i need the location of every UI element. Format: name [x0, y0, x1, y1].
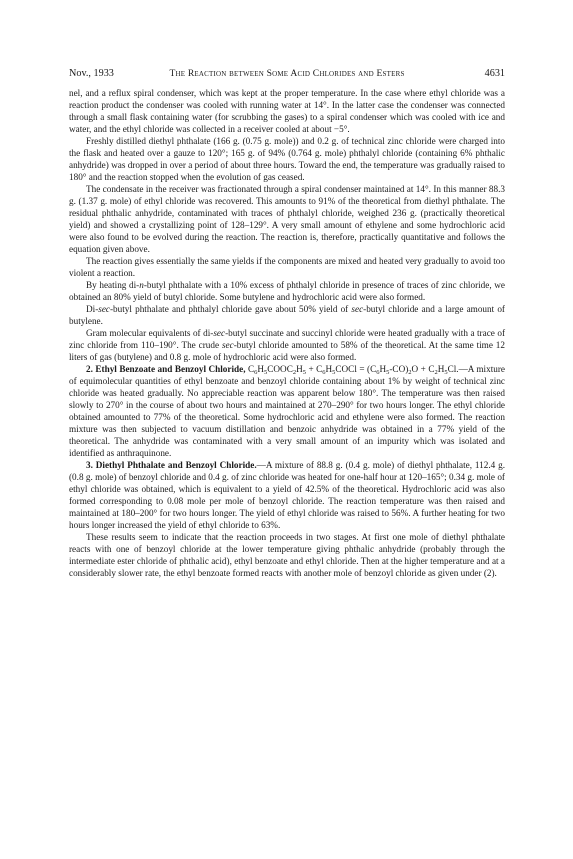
text-run: -butyl phthalate with a 10% excess of phthalyl chloride in presence of traces of zinc chloride, we obtained an 80% yield of butyl chloride. Some butylene and hydrochloric acid were also formed. [69, 280, 505, 302]
header-date: Nov., 1933 [69, 68, 114, 79]
text-run: Di- [86, 304, 99, 314]
paragraph-diethyl-phthalate-procedure: Freshly distilled diethyl phthalate (166 g. (0.75 g. mole)) and 0.2 g. of technical zinc chloride were charged into the flask and heated over a gauze to 120°; 165 g. of 94% (0.764 g. mole) phthalyl chloride (containing 6% phthalic anhydride) was dropped in over a period of about three hours. Toward the end, the temperature was gradually raised to 180° and the reaction stopped when the evolution of gas ceased. [69, 136, 505, 182]
running-header [69, 67, 505, 81]
paragraph-mixing-note: The reaction gives essentially the same yields if the components are mixed and heated very gradually to avoid too violent a reaction. [69, 256, 505, 278]
paragraph-conclusion: These results seem to indicate that the reaction proceeds in two stages. At first one mole of diethyl phthalate reacts with one of benzoyl chloride at the lower temperature giving phthalic anhydride (probably through the intermediate ester chloride of phthalic acid), ethyl benzoate and ethyl chloride. Then at the higher temperature and at a considerably slower rate, the ethyl benzoate formed reacts with another mole of benzoyl chloride as given under (2). [69, 532, 505, 578]
paragraph-di-sec-butyl-succinate [69, 327, 505, 363]
section-text: —A mixture of equimolecular quantities of ethyl benzoate and benzoyl chloride containing about 1% by weight of technical zinc chloride was heated gradually. No appreciable reaction was apparent below 180°. The temperature was then raised slowly to 270° in the course of about two hours and maintained at 270–290° for two hours longer. The ethyl chloride obtained amounted to 77% of the theoretical. Some hydrochloric acid and ethylene were also formed. The reaction mixture was then subjected to vacuum distillation and benzoic anhydride was obtained in a 77% yield of the theoretical. The anhydride was contaminated with a very small amount of an impurity which was isolated and identified as anthraquinone. [69, 364, 505, 458]
section-ethyl-benzoate [69, 363, 505, 459]
paragraph-apparatus: nel, and a reflux spiral condenser, which was kept at the proper temperature. In the case where ethyl chloride was a reaction product the condenser was cooled with running water at 14°. In the latter case the condenser was connected through a small flask containing water (for scrubbing the gases) to a spiral condenser which was cooled with ice and water, and the ethyl chloride was collected in a receiver cooled at about −5°. [69, 88, 505, 134]
section-heading: 2. Ethyl Benzoate and Benzoyl Chloride, [86, 364, 246, 374]
text-run: By heating di- [86, 280, 140, 290]
italic-prefix: sec [98, 304, 110, 314]
italic-prefix: sec [213, 328, 226, 338]
header-running-title: The Reaction between Some Acid Chlorides and Esters [169, 68, 405, 79]
paragraph-di-sec-butyl-phthalate [69, 303, 505, 327]
italic-prefix: sec [351, 304, 364, 314]
text-run: -butyl succinate and succinyl chloride were heated gradually with a trace of zinc chloride from 110–190°. The crude [69, 328, 505, 350]
text-run: -butyl phthalate and phthalyl chloride gave about 50% yield of [109, 304, 352, 314]
section-heading: 3. Diethyl Phthalate and Benzoyl Chloride. [86, 460, 257, 470]
italic-prefix: n [139, 280, 144, 290]
article-body [69, 87, 505, 579]
paragraph-fractionation: The condensate in the receiver was fractionated through a spiral condenser maintained at 14°. In this manner 88.3 g. (1.37 g. mole) of ethyl chloride was recovered. This amounts to 91% of the theoretical from diethyl phthalate. The residual phthalic anhydride, contaminated with traces of phthalyl chloride, weighed 236 g. (practically theoretical yield) and showed a crystallizing point of 128–129°. A very small amount of ethylene and some hydrochloric acid were also found to be evolved during the reaction. The reaction is, therefore, practically quantitative and follows the equation given above. [69, 184, 505, 254]
text-run: -butyl chloride and a large amount of butylene. [69, 304, 505, 326]
italic-prefix: sec [221, 340, 234, 350]
text-run: Gram molecular equivalents of di- [86, 328, 214, 338]
section-diethyl-phthalate-benzoyl [69, 459, 505, 531]
header-page-number: 4631 [484, 68, 505, 79]
text-run: -butyl chloride amounted to 58% of the theoretical. At the same time 12 liters of gas (butylene) and 0.8 g. mole of hydrochloric acid were also formed. [69, 340, 505, 362]
equation: $C_6H_5COOC_2H_5$ + $C_6H_5COCl = (C_6H_5-CO)_2O + C_2H_5Cl$. [245, 364, 459, 376]
paragraph-di-n-butyl [69, 279, 505, 303]
section-text: —A mixture of 88.8 g. (0.4 g. mole) of diethyl phthalate, 112.4 g. (0.8 g. mole) of benzoyl chloride and 0.4 g. of zinc chloride was heated for one-half hour at 120–165°; 0.34 g. mole of ethyl chloride was obtained, which is equivalent to a yield of 42.5% of the theoretical. Hydrochloric acid was also formed corresponding to 0.08 mole per mole of benzoyl chloride. The reaction temperature was then raised and maintained at 180–200° for two hours longer. The yield of ethyl chloride was raised to 56%. A further heating for two hours longer increased the yield of ethyl chloride to 63%. [69, 460, 505, 530]
